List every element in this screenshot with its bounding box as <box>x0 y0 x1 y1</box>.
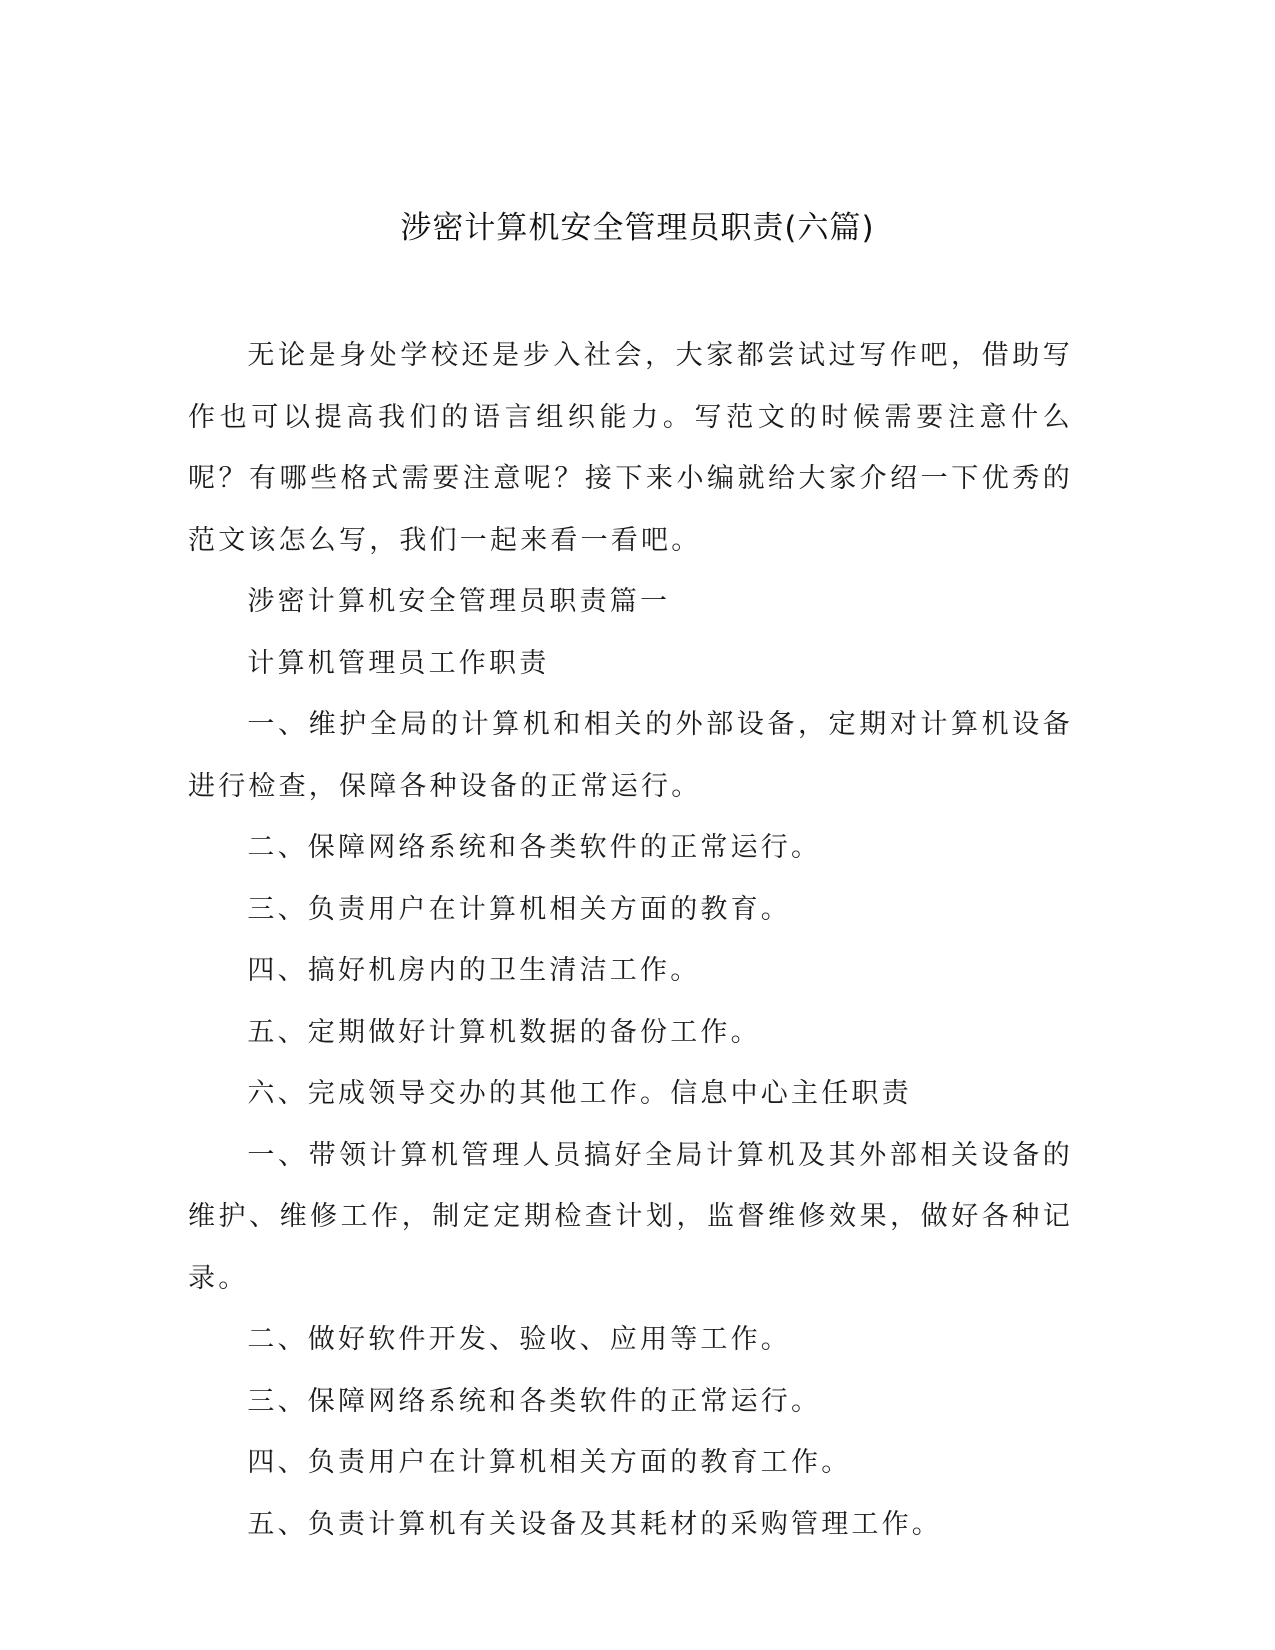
duty-item: 二、做好软件开发、验收、应用等工作。 <box>247 1324 791 1355</box>
duty-item: 三、保障网络系统和各类软件的正常运行。 <box>247 1385 822 1417</box>
duty-item: 二、保障网络系统和各类软件的正常运行。 <box>247 832 822 863</box>
duty-item: 五、定期做好计算机数据的备份工作。 <box>247 1016 761 1048</box>
document-title: 涉密计算机安全管理员职责(六篇) <box>400 210 875 246</box>
section-heading: 涉密计算机安全管理员职责篇一 <box>247 586 671 617</box>
duty-item: 四、搞好机房内的卫生清洁工作。 <box>247 955 701 986</box>
subsection-heading: 计算机管理员工作职责 <box>247 647 550 679</box>
duty-item: 一、维护全局的计算机和相关的外部设备，定期对计算机设备进行检查，保障各种设备的正常运行。 <box>188 709 1073 802</box>
duty-item: 三、负责用户在计算机相关方面的教育。 <box>247 893 791 925</box>
duty-item: 四、负责用户在计算机相关方面的教育工作。 <box>247 1447 852 1478</box>
document-body <box>188 325 1073 1555</box>
duty-item: 五、负责计算机有关设备及其耗材的采购管理工作。 <box>247 1508 942 1540</box>
duty-item: 一、带领计算机管理人员搞好全局计算机及其外部相关设备的维护、维修工作，制定定期检查计划，监督维修效果，做好各种记录。 <box>188 1139 1073 1294</box>
duty-item: 六、完成领导交办的其他工作。信息中心主任职责 <box>247 1078 912 1109</box>
intro-paragraph: 无论是身处学校还是步入社会，大家都尝试过写作吧，借助写作也可以提高我们的语言组织能力。写范文的时候需要注意什么呢？有哪些格式需要注意呢？接下来小编就给大家介绍一下优秀的范文该怎么写，我们一起来看一看吧。 <box>188 340 1073 556</box>
